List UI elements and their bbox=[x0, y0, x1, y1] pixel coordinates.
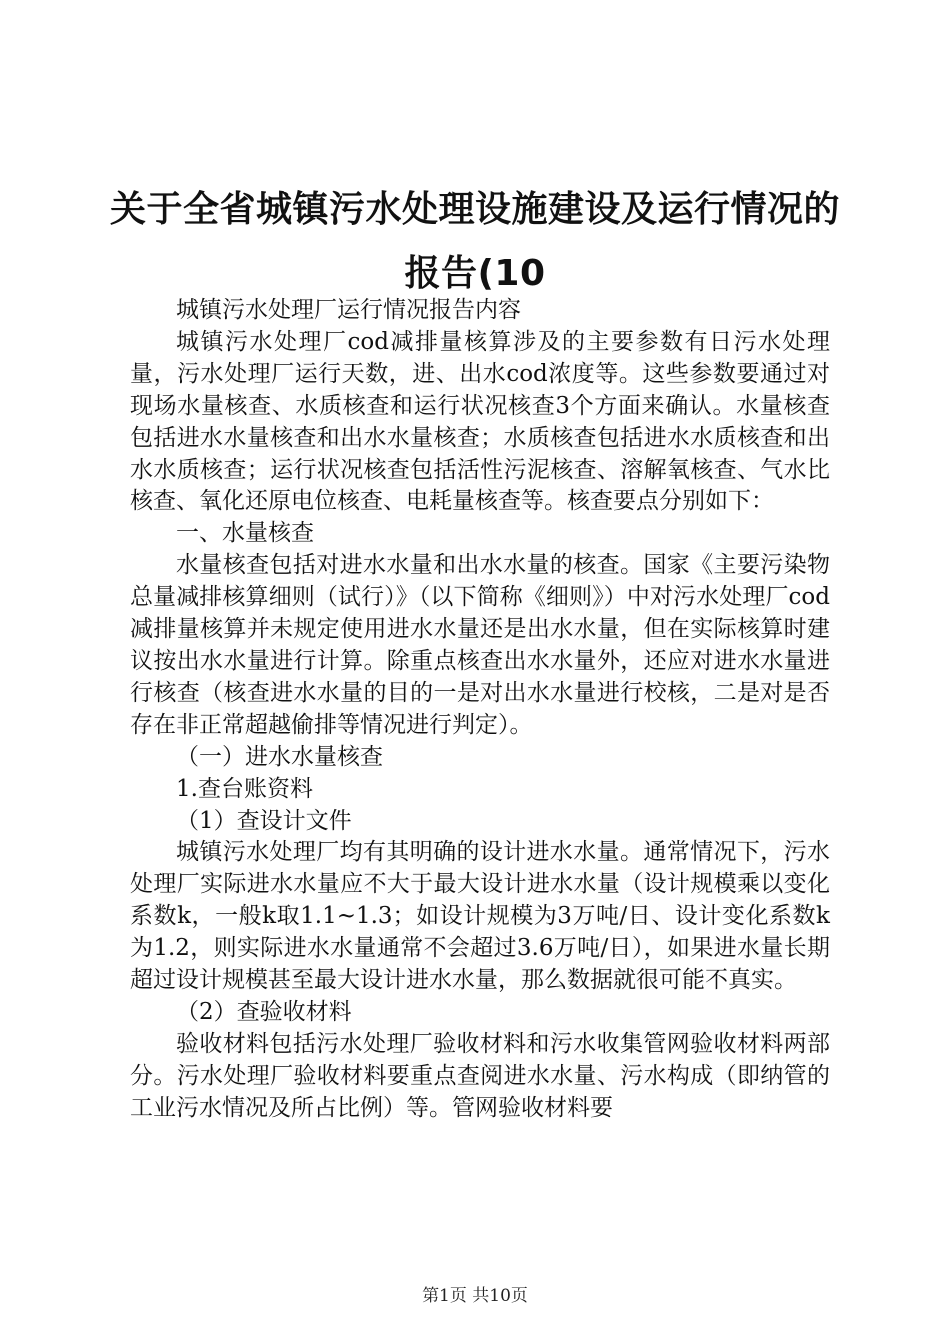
document-body bbox=[130, 295, 830, 1125]
section-heading-water-volume: 一、水量核查 bbox=[176, 520, 314, 547]
paragraph-water-volume: 水量核查包括对进水水量和出水水量的核查。国家《主要污染物总量减排核算细则（试行）》（以下简称《细则》）中对污水处理厂cod减排量核算并未规定使用进水水量还是出水水量，但在实际核算时建议按出水水量进行计算。除重点核查出水水量外，还应对进水水量进行核查（核查进水水量的目的一是对出水水量进行校核，二是对是否存在非正常超越偷排等情况进行判定）。 bbox=[130, 552, 830, 738]
paragraph-heading-report-content: 城镇污水处理厂运行情况报告内容 bbox=[176, 297, 521, 323]
item-heading-design-files: （1）查设计文件 bbox=[176, 807, 352, 834]
paragraph-design-files: 城镇污水处理厂均有其明确的设计进水水量。通常情况下，污水处理厂实际进水水量应不大于最大设计进水水量（设计规模乘以变化系数k，一般k取1.1~1.3；如设计规模为3万吨/日、设计变化系数k为1.2，则实际进水水量通常不会超过3.6万吨/日），如果进水量长期超过设计规模甚至最大设计进水水量，那么数据就很可能不真实。 bbox=[130, 839, 830, 994]
subsection-heading-inflow: （一）进水水量核查 bbox=[176, 743, 383, 770]
paragraph-intro: 城镇污水处理厂cod减排量核算涉及的主要参数有日污水处理量，污水处理厂运行天数，进、出水cod浓度等。这些参数要通过对现场水量核查、水质核查和运行状况核查3个方面来确认。水量核查包括进水水量核查和出水水量核查；水质核查包括进水水质核查和出水水质核查；运行状况核查包括活性污泥核查、溶解氧核查、气水比核查、氧化还原电位核查、电耗量核查等。核查要点分别如下： bbox=[130, 328, 830, 515]
document-title: 关于全省城镇污水处理设施建设及运行情况的报告(10 bbox=[110, 189, 841, 294]
paragraph-acceptance: 验收材料包括污水处理厂验收材料和污水收集管网验收材料两部分。污水处理厂验收材料要重点查阅进水水量、污水构成（即纳管的工业污水情况及所占比例）等。管网验收材料要 bbox=[130, 1030, 830, 1121]
page-footer: 第1页 共10页 bbox=[422, 1286, 528, 1306]
item-heading-ledger: 1.查台账资料 bbox=[176, 775, 313, 802]
item-heading-acceptance: （2）查验收材料 bbox=[176, 998, 352, 1025]
